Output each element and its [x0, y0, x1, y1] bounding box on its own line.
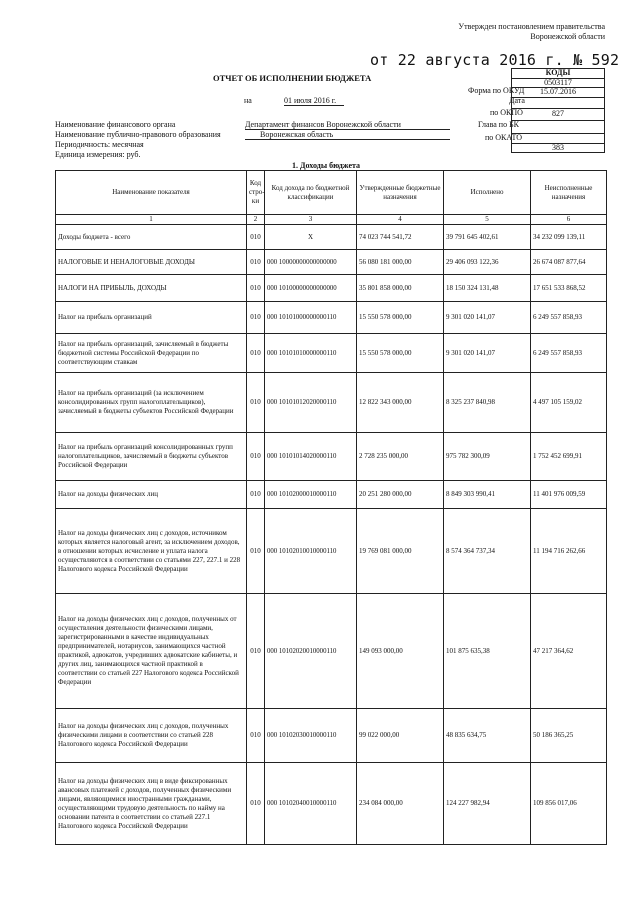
row-approved: 234 084 000,00: [357, 763, 444, 845]
table-row: [56, 250, 607, 275]
table-row: [56, 709, 607, 763]
header-executed: Исполнено: [444, 171, 531, 215]
pub-org-value: Воронежская область: [245, 130, 450, 140]
row-name: Налог на прибыль организаций: [56, 302, 247, 334]
row-name: Налог на доходы физических лиц с доходов, полученных физическими лицами в соответствии со статьей 228 Налогового кодекса Российской Федерации: [56, 709, 247, 763]
row-unexecuted: 6 249 557 858,93: [531, 302, 607, 334]
column-index: 1: [56, 215, 247, 225]
row-line-code: 010: [247, 302, 265, 334]
row-line-code: 010: [247, 481, 265, 509]
row-executed: 101 875 635,38: [444, 594, 531, 709]
row-approved: 99 022 000,00: [357, 709, 444, 763]
row-income-code: 000 10102000010000110: [265, 481, 357, 509]
blank-code: [512, 133, 605, 143]
row-unexecuted: 4 497 105 159,02: [531, 373, 607, 433]
date-value: 15.07.2016: [512, 88, 605, 98]
resolution-stamp: от 22 августа 2016 г. № 592: [370, 51, 620, 69]
row-unexecuted: 34 232 099 139,11: [531, 225, 607, 250]
table-row: [56, 594, 607, 709]
row-income-code: 000 10102020010000110: [265, 594, 357, 709]
row-income-code: X: [265, 225, 357, 250]
table-row: [56, 433, 607, 481]
date-label: Дата: [509, 96, 525, 105]
row-unexecuted: 11 401 976 009,59: [531, 481, 607, 509]
fin-org-label: Наименование финансового органа: [55, 120, 176, 129]
row-name: НАЛОГОВЫЕ И НЕНАЛОГОВЫЕ ДОХОДЫ: [56, 250, 247, 275]
bk-label: Глава по БК: [478, 120, 519, 129]
column-index: 2: [247, 215, 265, 225]
date-prefix: на: [244, 96, 252, 105]
column-index: 6: [531, 215, 607, 225]
row-executed: 39 791 645 402,61: [444, 225, 531, 250]
row-line-code: 010: [247, 334, 265, 373]
row-executed: 8 325 237 840,98: [444, 373, 531, 433]
row-income-code: 000 10102010010000110: [265, 509, 357, 594]
row-approved: 15 550 578 000,00: [357, 334, 444, 373]
row-unexecuted: 109 856 017,06: [531, 763, 607, 845]
row-approved: 20 251 280 000,00: [357, 481, 444, 509]
row-name: Налог на доходы физических лиц с доходов, источником которых является налоговый агент, за исключением доходов, в отношении которых исчисление и уплата налога осуществляются в соответствии со статьями 227, 227.1 и 228 Налогового кодекса Российской Федерации: [56, 509, 247, 594]
unit-of-measure: Единица измерения: руб.: [55, 150, 141, 159]
row-executed: 9 301 020 141,07: [444, 334, 531, 373]
okato-label: по ОКАТО: [485, 133, 523, 142]
row-line-code: 010: [247, 225, 265, 250]
row-executed: 18 150 324 131,48: [444, 275, 531, 302]
row-line-code: 010: [247, 275, 265, 302]
row-name: Налог на прибыль организаций консолидированных групп налогоплательщиков, зачисляемый в бюджеты субъектов Российской Федерации: [56, 433, 247, 481]
row-approved: 149 093 000,00: [357, 594, 444, 709]
row-executed: 8 849 303 990,41: [444, 481, 531, 509]
row-approved: 56 080 181 000,00: [357, 250, 444, 275]
row-unexecuted: 26 674 087 877,64: [531, 250, 607, 275]
row-income-code: 000 10000000000000000: [265, 250, 357, 275]
approval-note: [455, 22, 605, 42]
row-line-code: 010: [247, 250, 265, 275]
section-title: 1. Доходы бюджета: [292, 161, 361, 170]
table-row: [56, 481, 607, 509]
row-executed: 8 574 364 737,34: [444, 509, 531, 594]
table-row: [56, 373, 607, 433]
row-approved: 19 769 081 000,00: [357, 509, 444, 594]
row-income-code: 000 10100000000000000: [265, 275, 357, 302]
income-table: [55, 170, 607, 845]
periodicity: Периодичность: месячная: [55, 140, 144, 149]
row-line-code: 010: [247, 509, 265, 594]
row-unexecuted: 6 249 557 858,93: [531, 334, 607, 373]
table-row: [56, 763, 607, 845]
table-row: [56, 275, 607, 302]
row-unexecuted: 50 186 365,25: [531, 709, 607, 763]
column-index-row: [56, 215, 607, 225]
table-row: [56, 509, 607, 594]
row-approved: 12 822 343 000,00: [357, 373, 444, 433]
row-approved: 2 728 235 000,00: [357, 433, 444, 481]
row-approved: 35 801 858 000,00: [357, 275, 444, 302]
codes-header: КОДЫ: [512, 69, 605, 79]
row-line-code: 010: [247, 594, 265, 709]
okud-label: Форма по ОКУД: [468, 86, 525, 95]
row-executed: 124 227 982,94: [444, 763, 531, 845]
row-name: Налог на прибыль организаций, зачисляемый в бюджеты бюджетной системы Российской Федерации по соответствующим ставкам: [56, 334, 247, 373]
row-unexecuted: 17 651 533 868,52: [531, 275, 607, 302]
column-index: 4: [357, 215, 444, 225]
report-title: ОТЧЕТ ОБ ИСПОЛНЕНИИ БЮДЖЕТА: [213, 73, 372, 83]
row-name: Доходы бюджета - всего: [56, 225, 247, 250]
row-income-code: 000 10101012020000110: [265, 373, 357, 433]
row-line-code: 010: [247, 763, 265, 845]
row-name: НАЛОГИ НА ПРИБЫЛЬ, ДОХОДЫ: [56, 275, 247, 302]
row-income-code: 000 10101010000000110: [265, 334, 357, 373]
row-executed: 29 406 093 122,36: [444, 250, 531, 275]
row-executed: 48 835 634,75: [444, 709, 531, 763]
row-name: Налог на доходы физических лиц с доходов, полученных от осуществления деятельности физическими лицами, зарегистрированными в качестве индивидуальных предпринимателей, нотариусов, занимающихся частной практикой, адвокатов, учредивших адвокатские кабинеты, и других лиц, занимающихся частной практикой в соответствии со статьей 227 Налогового кодекса Российской Федерации: [56, 594, 247, 709]
row-executed: 975 782 300,09: [444, 433, 531, 481]
row-line-code: 010: [247, 373, 265, 433]
column-index: 3: [265, 215, 357, 225]
row-income-code: 000 10101014020000110: [265, 433, 357, 481]
row-unexecuted: 11 194 716 262,66: [531, 509, 607, 594]
row-line-code: 010: [247, 709, 265, 763]
row-name: Налог на прибыль организаций (за исключением консолидированных групп налогоплательщиков), зачисляемый в бюджеты субъектов Российской Федерации: [56, 373, 247, 433]
row-income-code: 000 10102040010000110: [265, 763, 357, 845]
header-unexecuted: Неисполненные назначения: [531, 171, 607, 215]
okpo-value: [512, 97, 605, 108]
header-income-code: Код дохода по бюджетной классификации: [265, 171, 357, 215]
row-income-code: 000 10101000000000110: [265, 302, 357, 334]
row-executed: 9 301 020 141,07: [444, 302, 531, 334]
row-line-code: 010: [247, 433, 265, 481]
row-unexecuted: 47 217 364,62: [531, 594, 607, 709]
row-unexecuted: 1 752 452 699,91: [531, 433, 607, 481]
header-name: Наименование показателя: [56, 171, 247, 215]
row-approved: 74 023 744 541,72: [357, 225, 444, 250]
pub-org-label: Наименование публично-правового образования: [55, 130, 221, 139]
header-approved: Утвержденные бюджетные назначения: [357, 171, 444, 215]
approval-line-1: Утвержден постановлением правительства: [458, 22, 605, 31]
table-row: [56, 225, 607, 250]
okato-value: [512, 120, 605, 133]
table-row: [56, 302, 607, 334]
table-row: [56, 334, 607, 373]
row-income-code: 000 10102030010000110: [265, 709, 357, 763]
bk-value: 827: [512, 108, 605, 120]
header-line-code: Код стро- ки: [247, 171, 265, 215]
fin-org-value: Департамент финансов Воронежской области: [245, 120, 450, 130]
codes-table: [511, 68, 605, 153]
row-name: Налог на доходы физических лиц в виде фиксированных авансовых платежей с доходов, полученных физическими лицами, являющимися иностранными гражданами, осуществляющими трудовую деятельность по найму на основании патента в соответствии со статьей 227.1 Налогового кодекса Российской Федерации: [56, 763, 247, 845]
okud-value: 0503117: [512, 78, 605, 88]
okpo-label: по ОКПО: [490, 108, 523, 117]
row-approved: 15 550 578 000,00: [357, 302, 444, 334]
row-name: Налог на доходы физических лиц: [56, 481, 247, 509]
report-date: 01 июля 2016 г.: [284, 96, 344, 106]
column-index: 5: [444, 215, 531, 225]
approval-line-2: Воронежской области: [530, 32, 605, 41]
okei-value: 383: [512, 143, 605, 153]
